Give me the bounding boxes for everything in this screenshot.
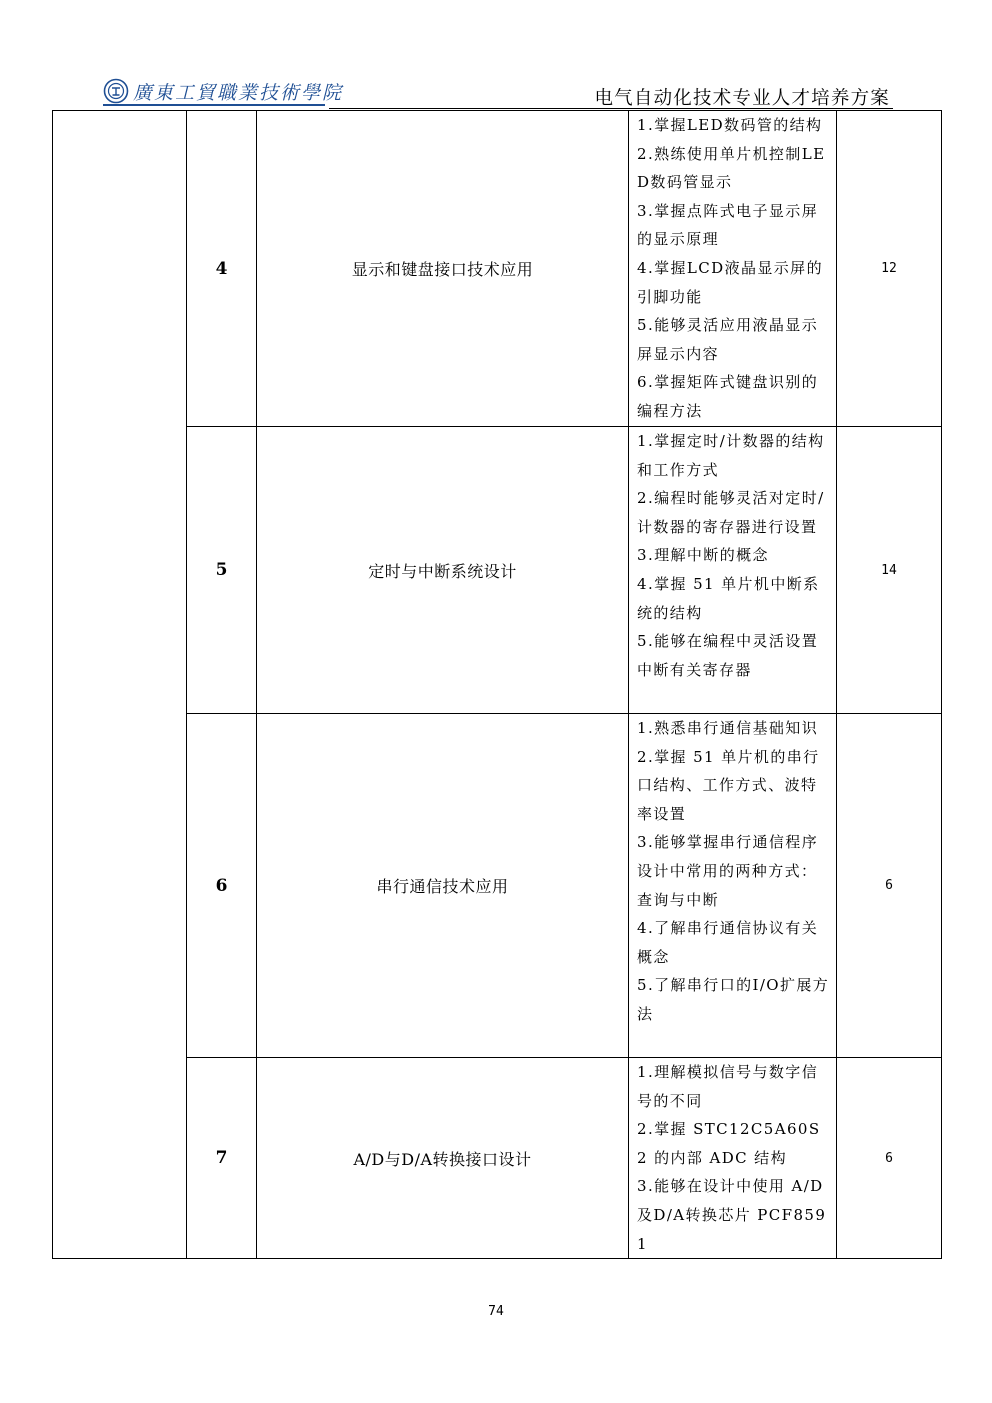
table-row (53, 427, 942, 714)
row-hours: 14 (837, 427, 942, 714)
requirement-item: 1.熟悉串行通信基础知识 (637, 719, 819, 737)
row-sequence: 7 (187, 1058, 257, 1259)
row-sequence: 4 (187, 111, 257, 427)
table-row (53, 1058, 942, 1259)
requirement-item: 2.熟练使用单片机控制LED数码管显示 (637, 144, 826, 192)
row-requirements (629, 714, 837, 1058)
requirement-item: 2.编程时能够灵活对定时/计数器的寄存器进行设置 (637, 489, 825, 536)
table-row (53, 111, 942, 427)
school-logo (103, 76, 343, 106)
logo-underline (103, 104, 325, 106)
table-row (53, 714, 942, 1058)
requirement-item: 3.理解中断的概念 (637, 546, 769, 565)
row-content-name: 串行通信技术应用 (257, 714, 629, 1058)
requirement-item: 4.掌握 51 单片机中断系统的结构 (637, 574, 820, 622)
row-sequence: 6 (187, 714, 257, 1058)
row-sequence: 5 (187, 427, 257, 714)
row-requirements (629, 427, 837, 714)
requirement-item: 5.能够灵活应用液晶显示屏显示内容 (637, 316, 819, 363)
requirement-item: 3.掌握点阵式电子显示屏的显示原理 (637, 201, 819, 249)
row-content-name: 显示和键盘接口技术应用 (257, 111, 629, 427)
requirement-item: 5.能够在编程中灵活设置中断有关寄存器 (637, 632, 819, 679)
requirement-item: 1.理解模拟信号与数字信号的不同 (637, 1063, 819, 1110)
requirement-item: 4.了解串行通信协议有关概念 (637, 919, 819, 966)
document-title: 电气自动化技术专业人才培养方案 (594, 88, 890, 109)
requirement-item: 3.能够掌握串行通信程序设计中常用的两种方式：查询与中断 (637, 833, 819, 909)
header-rule (329, 108, 893, 109)
row-requirements (629, 1058, 837, 1259)
row-content-name: A/D与D/A转换接口设计 (257, 1058, 629, 1259)
requirement-item: 2.掌握 51 单片机的串行口结构、工作方式、波特率设置 (637, 747, 820, 823)
course-content-table (52, 110, 942, 1259)
requirement-item: 3.能够在设计中使用 A/D 及D/A转换芯片 PCF8591 (637, 1177, 827, 1253)
page-number: 74 (488, 1304, 504, 1319)
requirement-item: 2.掌握 STC12C5A60S2 的内部 ADC 结构 (637, 1120, 821, 1167)
page-header (103, 74, 893, 110)
row-content-name: 定时与中断系统设计 (257, 427, 629, 714)
row-hours: 12 (837, 111, 942, 427)
merged-module-cell (53, 111, 187, 1259)
requirement-item: 1.掌握定时/计数器的结构和工作方式 (637, 432, 825, 479)
row-hours: 6 (837, 714, 942, 1058)
row-hours: 6 (837, 1058, 942, 1259)
requirement-item: 6.掌握矩阵式键盘识别的编程方法 (637, 373, 819, 420)
row-requirements (629, 111, 837, 427)
school-name: 廣東工貿職業技術學院 (133, 81, 344, 104)
school-emblem-icon (103, 78, 129, 104)
requirement-item: 5.了解串行口的I/O扩展方法 (637, 976, 830, 1023)
requirement-item: 4.掌握LCD液晶显示屏的引脚功能 (637, 258, 823, 306)
requirement-item: 1.掌握LED数码管的结构 (637, 116, 823, 134)
